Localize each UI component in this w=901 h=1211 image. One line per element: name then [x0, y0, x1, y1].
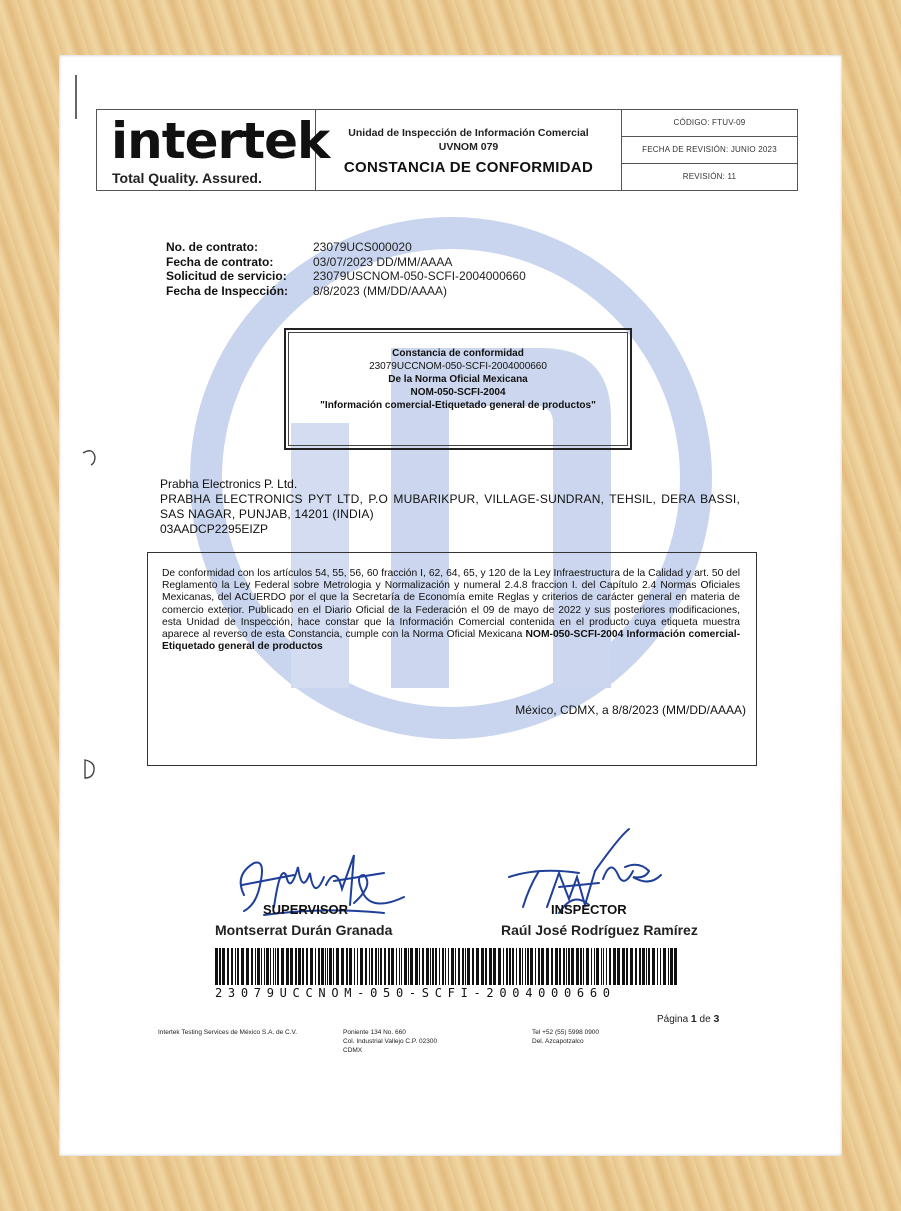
barcode-bar	[369, 948, 370, 985]
barcode-bar	[541, 948, 544, 985]
barcode-bar	[609, 948, 611, 985]
contract-info	[166, 240, 526, 298]
barcode-bar	[346, 948, 348, 985]
barcode-bar	[222, 948, 225, 985]
statement-norm: NOM-050-SCFI-2004 Información comercial-Etiquetado general de productos	[162, 629, 740, 653]
barcode-bar	[527, 948, 529, 985]
place-date: México, CDMX, a 8/8/2023 (MM/DD/AAAA)	[515, 703, 746, 717]
barcode-bar	[375, 948, 377, 985]
barcode-bar	[516, 948, 517, 985]
barcode-bar	[426, 948, 429, 985]
footer-address	[343, 1028, 437, 1055]
barcode-bar	[273, 948, 274, 985]
certificate-heading: Constancia de conformidad	[392, 348, 524, 359]
page-number	[657, 1013, 719, 1025]
barcode-bar	[371, 948, 373, 985]
barcode-bar	[503, 948, 504, 985]
footer-district: Del. Azcapotzalco	[532, 1038, 584, 1045]
barcode-bar	[580, 948, 582, 985]
barcode-bar	[295, 948, 297, 985]
barcode-bar	[448, 948, 449, 985]
barcode-bar	[219, 948, 221, 985]
barcode-bar	[617, 948, 620, 985]
statement-box	[147, 552, 757, 766]
footer-contact	[532, 1028, 599, 1046]
barcode-bar	[498, 948, 501, 985]
company-address: PRABHA ELECTRONICS PYT LTD, P.O MUBARIKPUR, VILLAGE-SUNDRAN, TEHSIL, DERA BASSI, SAS NAGAR, PUNJAB, 14201 (INDIA)	[160, 492, 740, 521]
contract-value: 23079USCNOM-050-SCFI-2004000660	[313, 269, 526, 283]
barcode-bar	[302, 948, 304, 985]
contract-row	[166, 284, 526, 299]
barcode-bar	[563, 948, 565, 985]
barcode-bar	[663, 948, 666, 985]
barcode-bar	[668, 948, 669, 985]
barcode-bar	[401, 948, 402, 985]
barcode-bar	[336, 948, 339, 985]
barcode-bar	[489, 948, 492, 985]
barcode-bar	[591, 948, 592, 985]
barcode-bar	[435, 948, 437, 985]
barcode-bar	[277, 948, 279, 985]
barcode-bar	[551, 948, 553, 985]
barcode-bar	[275, 948, 276, 985]
barcode-bar	[380, 948, 382, 985]
barcode-bar	[281, 948, 284, 985]
barcode-bar	[571, 948, 574, 985]
barcode-bar	[670, 948, 673, 985]
barcode-bar	[458, 948, 460, 985]
contract-label: No. de contrato:	[166, 240, 258, 254]
logo-cell	[97, 110, 330, 190]
footer-phone: Tel +52 (55) 5998 0900	[532, 1029, 600, 1036]
barcode-bar	[476, 948, 479, 985]
supervisor-name: Montserrat Durán Granada	[215, 922, 393, 938]
footer-address-line: CDMX	[343, 1047, 363, 1054]
barcode-bar	[642, 948, 645, 985]
barcode-bar	[306, 948, 308, 985]
barcode-bar	[603, 948, 604, 985]
barcode-bar	[231, 948, 233, 985]
barcode-bar	[246, 948, 249, 985]
barcode-bar	[410, 948, 413, 985]
footer-address-line: Col. Industrial Vallejo C.P. 02300	[343, 1038, 438, 1045]
logo-tagline: Total Quality. Assured.	[112, 170, 262, 186]
barcode-bar	[606, 948, 607, 985]
barcode-number: 23079UCCNOM-050-SCFI-2004000660	[215, 986, 616, 1000]
barcode-bar	[354, 948, 355, 985]
footer-address-line: Poniente 134 No. 660	[343, 1029, 406, 1036]
barcode-bar	[321, 948, 324, 985]
contract-row	[166, 240, 526, 255]
contract-value: 23079UCS000020	[313, 240, 412, 254]
barcode-bar	[530, 948, 533, 985]
barcode-bar	[327, 948, 328, 985]
barcode-bar	[235, 948, 236, 985]
barcode-bar	[432, 948, 434, 985]
barcode-bar	[596, 948, 599, 985]
barcode-bar	[538, 948, 540, 985]
barcode-bar	[506, 948, 508, 985]
barcode-bar	[594, 948, 595, 985]
barcode-bar	[555, 948, 558, 985]
barcode-bar	[378, 948, 379, 985]
barcode-bar	[586, 948, 589, 985]
company-name: Prabha Electronics P. Ltd.	[160, 477, 298, 491]
barcode-bar	[583, 948, 584, 985]
contract-row	[166, 269, 526, 284]
inspector-name: Raúl José Rodríguez Ramírez	[501, 922, 698, 938]
barcode-bar	[241, 948, 244, 985]
company-tax-id: 03AADCP2295EIZP	[160, 522, 269, 536]
supervisor-role: SUPERVISOR	[263, 902, 349, 917]
barcode-bar	[270, 948, 271, 985]
barcode-bar	[396, 948, 397, 985]
document-code: CÓDIGO: FTUV-09	[622, 110, 797, 137]
header-title-cell	[316, 110, 622, 190]
certificate-norm-title: "Información comercial-Etiquetado general de productos"	[320, 400, 596, 411]
barcode-bar	[674, 948, 677, 985]
intertek-logo: intertek	[111, 112, 330, 170]
statement-body: De conformidad con los artículos 54, 55, 56, 60 fracción I, 62, 64, 65, y 120 de la Ley Infraestructura de la Calidad y art. 50 del Reglamento la Ley Federal sobre Metrologia y Normalización y numeral 2.4.8 fraccion I. del Capítulo 2.4 Normas Oficiales Mexicanas, del ACUERDO por el que la Secretaría de Economía emite Reglas y criterios de carácter general en materia de comercio exterior. Publicado en el Diario Oficial de la Federación el 09 de mayo de 2022 y sus posteriores modificaciones, esta Unidad de Inspección, hace constar que la Información Comercial contenida en el producto cuya etiqueta muestra aparece al reverso de esta Constancia, cumple con la Norma Oficial Mexicana	[162, 568, 740, 641]
barcode-bar	[451, 948, 454, 985]
scan-mark-icon	[73, 75, 79, 119]
barcode-bar	[546, 948, 549, 985]
barcode-bar	[404, 948, 407, 985]
barcode-bar	[485, 948, 487, 985]
barcode-bar	[349, 948, 352, 985]
barcode-bar	[559, 948, 561, 985]
barcode-bar	[509, 948, 511, 985]
revision-number: REVISIÓN: 11	[682, 172, 737, 181]
barcode-bar	[660, 948, 661, 985]
barcode-bar	[286, 948, 289, 985]
barcode-bar	[481, 948, 484, 985]
certificate-norm-heading: De la Norma Oficial Mexicana	[388, 374, 528, 385]
barcode-bar	[298, 948, 301, 985]
barcode-bar	[455, 948, 456, 985]
barcode-bar	[357, 948, 358, 985]
barcode-bar	[646, 948, 647, 985]
barcode-bar	[261, 948, 262, 985]
contract-value: 8/8/2023 (MM/DD/AAAA)	[313, 283, 448, 298]
barcode-bar	[535, 948, 536, 985]
barcode-bar	[251, 948, 253, 985]
contract-label: Solicitud de servicio:	[166, 269, 287, 283]
barcode-bar	[227, 948, 229, 985]
page-of: de	[699, 1014, 711, 1025]
header-meta-cell	[622, 110, 797, 190]
inspector-role: INSPECTOR	[551, 902, 627, 917]
barcode-bar	[512, 948, 514, 985]
barcode-bar	[365, 948, 367, 985]
page-label: Página	[657, 1014, 689, 1025]
barcode-bar	[430, 948, 431, 985]
certificate-page	[59, 55, 842, 1156]
barcode-bar	[519, 948, 521, 985]
barcode-bar	[237, 948, 239, 985]
barcode-bar	[601, 948, 602, 985]
barcode-bar	[442, 948, 444, 985]
barcode-bar	[626, 948, 628, 985]
barcode-bar	[467, 948, 470, 985]
barcode-bar	[576, 948, 579, 985]
barcode-bar	[333, 948, 334, 985]
barcode-bar	[388, 948, 390, 985]
page-total: 3	[713, 1013, 720, 1025]
footer-company: Intertek Testing Services de México S.A. de C.V.	[158, 1029, 298, 1036]
statement-text	[162, 568, 740, 653]
barcode-bar	[422, 948, 424, 985]
barcode-bar	[462, 948, 464, 985]
barcode-bar	[622, 948, 625, 985]
contract-label: Fecha de contrato:	[166, 254, 274, 269]
barcode-bar	[329, 948, 332, 985]
barcode-bar	[310, 948, 313, 985]
revision-date: FECHA DE REVISIÓN: JUNIO 2023	[622, 137, 797, 164]
barcode-bar	[315, 948, 316, 985]
certificate-norm-code: NOM-050-SCFI-2004	[410, 387, 506, 398]
barcode-bar	[264, 948, 265, 985]
page-current: 1	[690, 1013, 697, 1025]
barcode-bar	[360, 948, 363, 985]
contract-label: Fecha de Inspección:	[166, 283, 289, 298]
barcode-bar	[522, 948, 523, 985]
barcode-bar	[493, 948, 496, 985]
barcode-bar	[215, 948, 218, 985]
certificate-box	[284, 328, 632, 450]
document-title: CONSTANCIA DE CONFORMIDAD	[343, 159, 594, 176]
barcode-bar	[635, 948, 637, 985]
barcode-icon	[215, 948, 680, 985]
unit-title: Unidad de Inspección de Información Comercial	[348, 127, 589, 139]
barcode-bar	[419, 948, 420, 985]
barcode-bar	[525, 948, 526, 985]
barcode-bar	[652, 948, 655, 985]
barcode-bar	[257, 948, 260, 985]
barcode-bar	[399, 948, 400, 985]
barcode-bar	[472, 948, 474, 985]
punch-hole-icon	[81, 758, 97, 780]
barcode-bar	[325, 948, 326, 985]
barcode-bar	[408, 948, 409, 985]
barcode-bar	[290, 948, 293, 985]
barcode-bar	[639, 948, 641, 985]
punch-hole-icon	[81, 447, 99, 467]
barcode-bar	[391, 948, 394, 985]
contract-value: 03/07/2023 DD/MM/AAAA	[313, 254, 453, 269]
barcode-bar	[657, 948, 658, 985]
barcode-bar	[318, 948, 320, 985]
barcode-bar	[439, 948, 440, 985]
barcode-bar	[266, 948, 269, 985]
contract-row	[166, 255, 526, 270]
barcode-bar	[648, 948, 650, 985]
barcode-bar	[465, 948, 466, 985]
company-info	[160, 477, 740, 537]
barcode-bar	[566, 948, 567, 985]
barcode-bar	[445, 948, 446, 985]
barcode-bar	[255, 948, 256, 985]
barcode-bar	[384, 948, 386, 985]
barcode-bar	[630, 948, 633, 985]
certificate-number: 23079UCCNOM-050-SCFI-2004000660	[369, 361, 547, 372]
certificate-box-inner	[288, 332, 628, 446]
barcode-bar	[568, 948, 570, 985]
barcode-bar	[613, 948, 616, 985]
barcode-bar	[341, 948, 344, 985]
unit-code: UVNOM 079	[438, 141, 499, 153]
document-header	[96, 109, 798, 191]
barcode-bar	[415, 948, 418, 985]
